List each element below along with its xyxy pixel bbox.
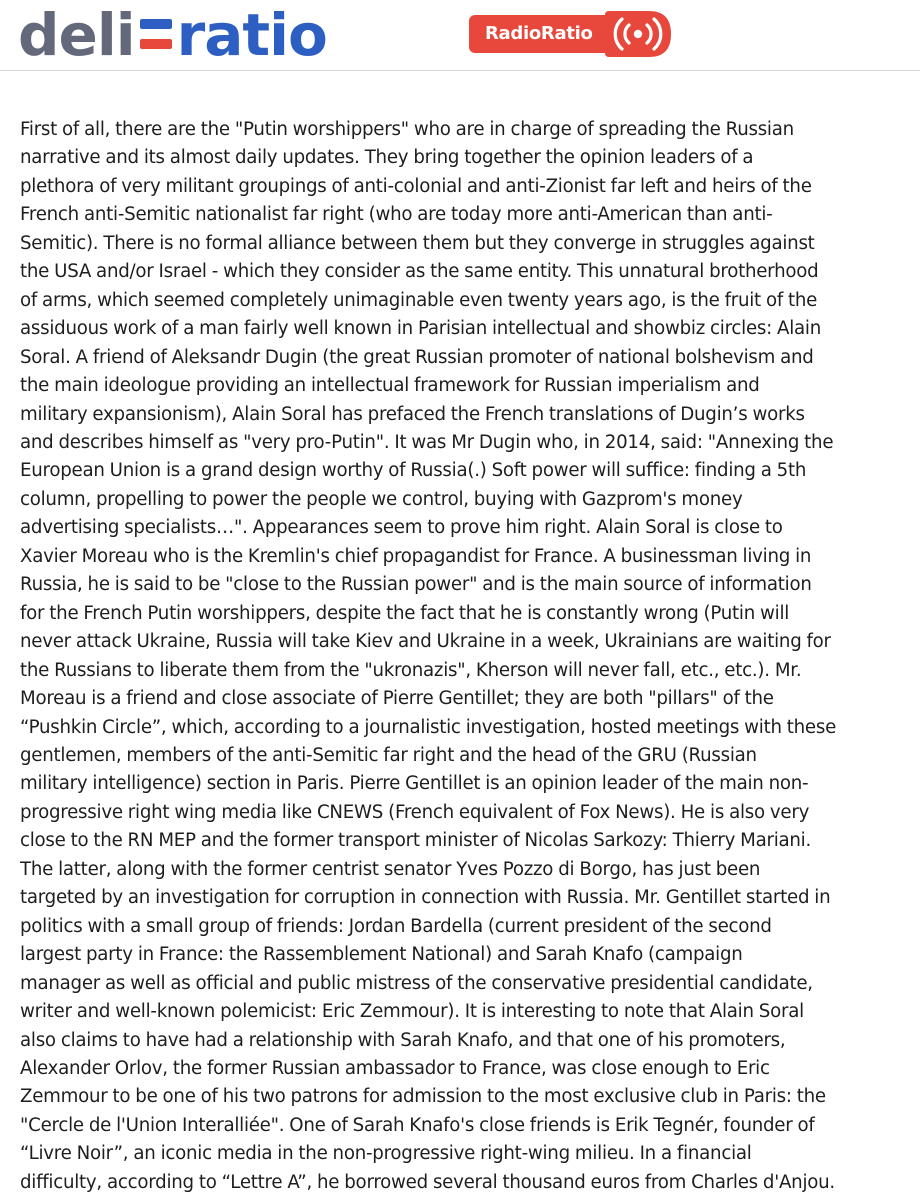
article-line: plethora of very militant groupings of anti-colonial and anti-Zionist far left and heirs of the (20, 175, 812, 197)
article-line: the Russians to liberate them from the "ukronazis", Kherson will never fall, etc., etc.). Mr. (20, 659, 802, 681)
article-line: Soral. A friend of Aleksandr Dugin (the great Russian promoter of national bolshevism and (20, 346, 814, 368)
article-line: The latter, along with the former centrist senator Yves Pozzo di Borgo, has just been (20, 858, 761, 880)
article-line: “Pushkin Circle”, which, according to a journalistic investigation, hosted meetings with these (20, 716, 837, 738)
article-line: “Livre Noir”, an iconic media in the non-progressive right-wing milieu. In a financial (20, 1143, 752, 1165)
article-line: military expansionism), Alain Soral has prefaced the French translations of Dugin’s works (20, 403, 805, 425)
article-line: First of all, there are the "Putin worshippers" who are in charge of spreading the Russian (20, 119, 794, 140)
article-line: and describes himself as "very pro-Putin". It was Mr Dugin who, in 2014, said: "Annexing the (20, 431, 834, 453)
article-line: the main ideologue providing an intellectual framework for Russian imperialism and (20, 375, 760, 397)
broadcast-icon (605, 11, 671, 57)
radioratio-label: RadioRatio (469, 15, 607, 53)
article-line: also claims to have had a relationship with Sarah Knafo, and that one of his promoters, (20, 1029, 786, 1051)
article-line: targeted by an investigation for corruption in connection with Russia. Mr. Gentillet started in (20, 887, 831, 909)
article-line: advertising specialists…". Appearances seem to prove him right. Alain Soral is close to (20, 517, 783, 539)
article-line: Xavier Moreau who is the Kremlin's chief propagandist for France. A businessman living in (20, 545, 812, 567)
article-line: never attack Ukraine, Russia will take Kiev and Ukraine in a week, Ukrainians are waiting for (20, 631, 831, 653)
article-line: narrative and its almost daily updates. They bring together the opinion leaders of a (20, 147, 754, 169)
article-line: Alexander Orlov, the former Russian ambassador to France, was close enough to Eric (20, 1057, 770, 1079)
article-line: of arms, which seemed completely unimaginable even twenty years ago, is the fruit of the (20, 289, 818, 311)
article-line: Russia, he is said to be "close to the Russian power" and is the main source of information (20, 574, 812, 596)
article-line: manager as well as official and public mistress of the conservative presidential candidate, (20, 972, 813, 994)
article-line: close to the RN MEP and the former transport minister of Nicolas Sarkozy: Thierry Mariani. (20, 830, 812, 852)
article-line: military intelligence) section in Paris. Pierre Gentillet is an opinion leader of the main non- (20, 773, 809, 795)
article-line: writer and well-known polemicist: Eric Zemmour). It is interesting to note that Alain Soral (20, 1001, 804, 1023)
article-line: for the French Putin worshippers, despite the fact that he is constantly wrong (Putin will (20, 602, 790, 624)
article-line: French anti-Semitic nationalist far right (who are today more anti-American than anti- (20, 204, 773, 226)
logo-mark-icon (136, 9, 176, 61)
logo-text-deli: deli (18, 1, 135, 69)
article-line: Moreau is a friend and close associate of Pierre Gentillet; they are both "pillars" of the (20, 688, 774, 710)
article-line: gentlemen, members of the anti-Semitic far right and the head of the GRU (Russian (20, 744, 757, 766)
article-line: assiduous work of a man fairly well known in Parisian intellectual and showbiz circles: Alain (20, 318, 821, 340)
article-line: progressive right wing media like CNEWS (French equivalent of Fox News). He is also very (20, 801, 810, 823)
site-header (0, 0, 920, 71)
article-body (20, 116, 900, 1197)
article-line: the USA and/or Israel - which they consider as the same entity. This unnatural brotherhood (20, 261, 819, 283)
article-line: "Cercle de l'Union Interalliée". One of Sarah Knafo's close friends is Erik Tegnér, founder of (20, 1114, 815, 1136)
article-line: politics with a small group of friends: Jordan Bardella (current president of the second (20, 915, 772, 937)
logo-text-ratio: ratio (176, 1, 327, 69)
article-line: Semitic). There is no formal alliance between them but they converge in struggles against (20, 232, 815, 254)
article-line: European Union is a grand design worthy of Russia(.) Soft power will suffice: finding a 5th (20, 460, 807, 482)
deliberatio-logo[interactable] (18, 2, 327, 68)
article-line: Zemmour to be one of his two patrons for admission to the most exclusive club in Paris: the (20, 1086, 826, 1108)
article-line: largest party in France: the Rassemblement National) and Sarah Knafo (campaign (20, 944, 743, 966)
radioratio-link[interactable] (469, 11, 671, 57)
article-line: column, propelling to power the people we control, buying with Gazprom's money (20, 488, 743, 510)
article-line: difficulty, according to “Lettre A”, he borrowed several thousand euros from Charles d'Anjou. (20, 1171, 835, 1193)
